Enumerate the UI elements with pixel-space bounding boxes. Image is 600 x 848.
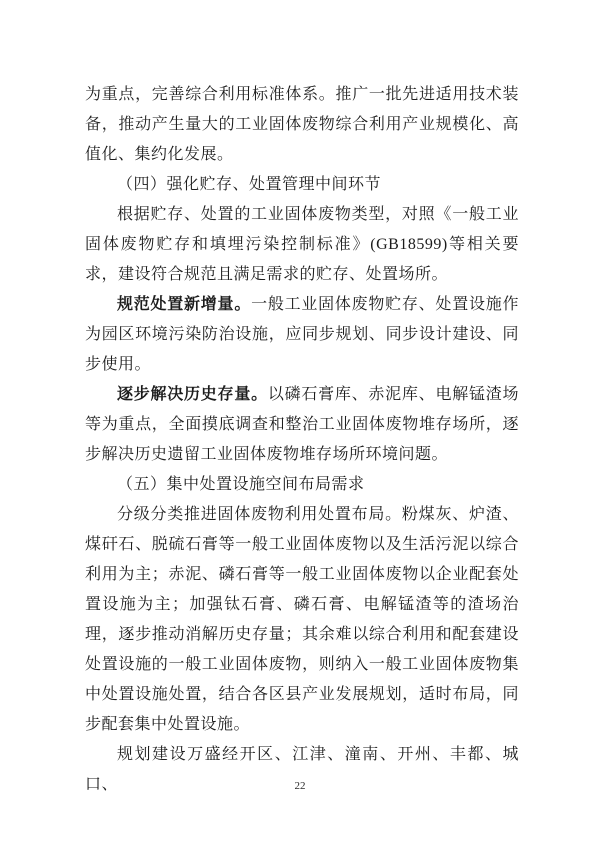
paragraph-history-stock-rest: 以磷石膏库、赤泥库、电解锰渣场等为重点，全面摸底调查和整治工业固体废物堆存场所，逐步解决历史遗留工业固体废物堆存场所环境问题。 bbox=[85, 386, 519, 463]
paragraph-disposal-layout: 分级分类推进固体废物利用处置布局。粉煤灰、炉渣、煤矸石、脱硫石膏等一般工业固体废物以及生活污泥以综合利用为主；赤泥、磷石膏等一般工业固体废物以企业配套处置设施为主；加强钛石膏、磷石膏、电解锰渣等的渣场治理，逐步推动消解历史存量；其余难以综合利用和配套建设处置设施的一般工业固体废物，则纳入一般工业固体废物集中处置设施处置，结合各区县产业发展规划，适时布局，同步配套集中处置设施。 bbox=[85, 506, 519, 733]
heading-section-5: （五）集中处置设施空间布局需求 bbox=[117, 476, 365, 493]
paragraph-new-increment-lead: 规范处置新增量。 bbox=[117, 296, 252, 313]
paragraph-continuation: 为重点，完善综合利用标准体系。推广一批先进适用技术装备，推动产生量大的工业固体废物综合利用产业规模化、高值化、集约化发展。 bbox=[85, 86, 519, 163]
page-number: 22 bbox=[294, 780, 306, 792]
paragraph-storage-standards: 根据贮存、处置的工业固体废物类型，对照《一般工业固体废物贮存和填埋污染控制标准》(GB18599)等相关要求，建设符合规范且满足需求的贮存、处置场所。 bbox=[85, 206, 519, 283]
paragraph-history-stock bbox=[85, 380, 519, 470]
paragraph-new-increment bbox=[85, 290, 519, 380]
paragraph-planning-districts: 规划建设万盛经开区、江津、潼南、开州、丰都、城口、 bbox=[85, 746, 519, 793]
paragraph-history-stock-lead: 逐步解决历史存量。 bbox=[117, 386, 268, 403]
document-body bbox=[85, 80, 519, 800]
heading-section-4: （四）强化贮存、处置管理中间环节 bbox=[117, 176, 382, 193]
paragraph-new-increment-rest: 一般工业固体废物贮存、处置设施作为园区环境污染防治设施，应同步规划、同步设计建设、同步使用。 bbox=[85, 296, 519, 373]
